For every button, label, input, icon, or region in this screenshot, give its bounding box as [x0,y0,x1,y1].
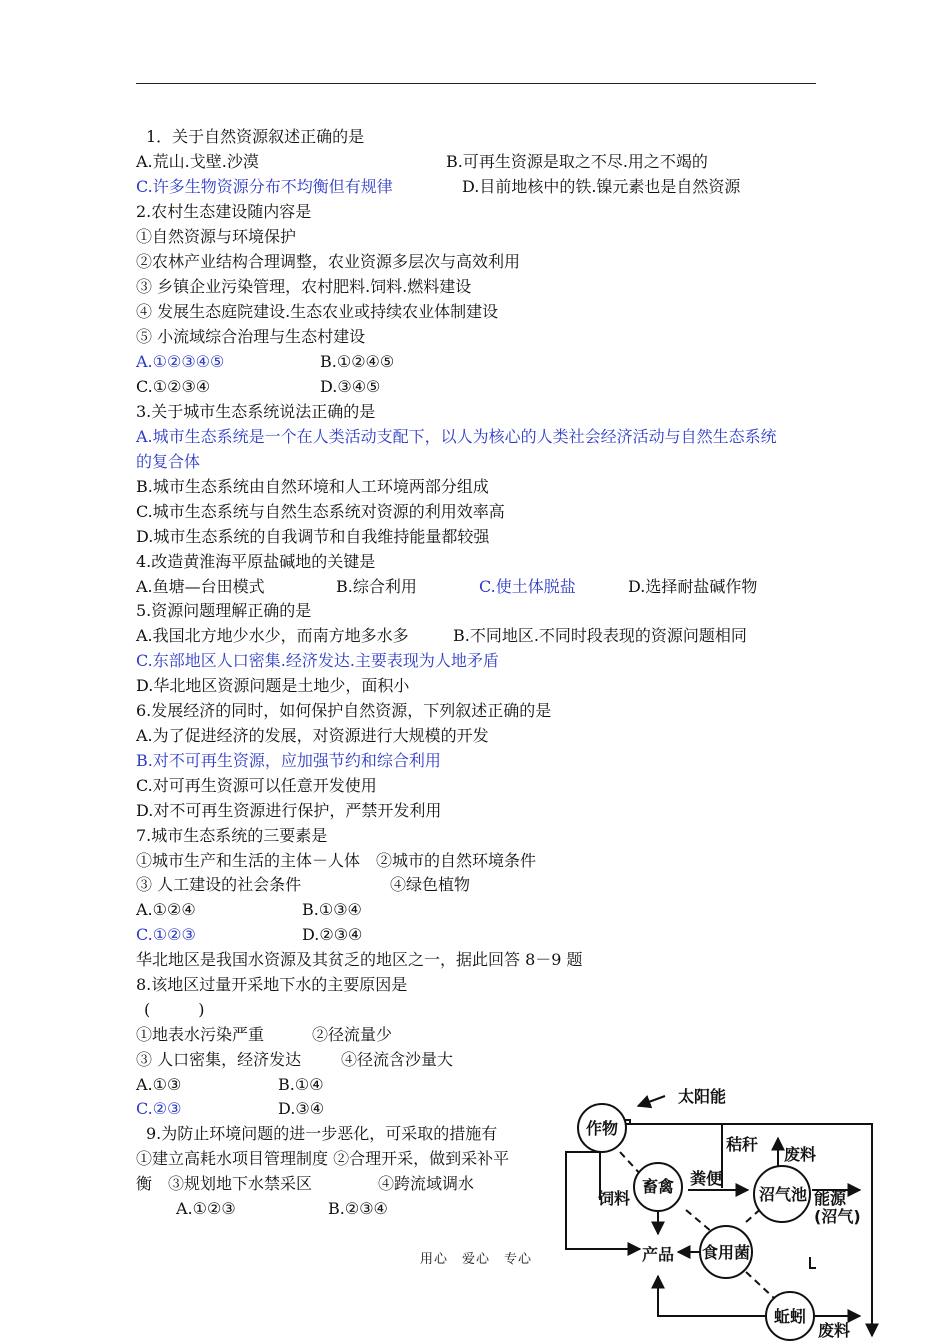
q2-option-b: B.①②④⑤ [320,352,395,371]
q6-option-b: B.对不可再生资源，应加强节约和综合利用 [136,751,441,770]
q2-item-5: ⑤ 小流域综合治理与生态村建设 [136,327,366,346]
q8-option-a: A.①③ [136,1075,182,1094]
q3-option-a: A.城市生态系统是一个在人类活动支配下，以人为核心的人类社会经济活动与自然生态系统 [136,427,777,446]
q3-option-d: D.城市生态系统的自我调节和自我维持能量都较强 [136,527,490,546]
q6-option-c: C.对可再生资源可以任意开发使用 [136,776,377,795]
q6-option-a: A.为了促进经济的发展，对资源进行大规模的开发 [136,726,489,745]
biogas-label: (沼气) [814,1207,861,1226]
q1-stem: 1．关于自然资源叙述正确的是 [146,127,365,146]
q7-item-3: ③ 人工建设的社会条件 [136,875,302,894]
q3-option-b: B.城市生态系统由自然环境和人工环境两部分组成 [136,477,489,496]
q6-stem: 6.发展经济的同时，如何保护自然资源，下列叙述正确的是 [136,701,552,720]
sun-arrow [638,1096,665,1106]
earthworm-to-product-arrow [658,1276,766,1316]
q3-stem: 3.关于城市生态系统说法正确的是 [136,402,376,421]
q2-stem: 2.农村生态建设随内容是 [136,202,312,221]
q7-option-d: D.②③④ [302,925,363,944]
q1-option-a: A.荒山.戈壁.沙漠 [136,152,259,171]
q5-option-b: B.不同地区.不同时段表现的资源问题相同 [453,626,747,645]
q7-item-1-2: ①城市生产和生活的主体－人体 ②城市的自然环境条件 [136,851,537,870]
livestock-label: 畜禽 [642,1177,675,1196]
eco-agriculture-flow-diagram [560,1080,950,1344]
q4-option-a: A.鱼塘—台田模式 [136,577,265,596]
q5-stem: 5.资源问题理解正确的是 [136,601,312,620]
q2-item-1: ①自然资源与环境保护 [136,227,297,246]
q8-item-3: ③ 人口密集，经济发达 [136,1050,302,1069]
q8-option-c: C.②③ [136,1099,182,1118]
waste-top-label: 废料 [784,1145,817,1164]
biogas-pit-label: 沼气池 [759,1185,808,1204]
q2-option-c: C.①②③④ [136,377,211,396]
earthworm-label: 蚯蚓 [774,1307,807,1326]
page-footer: 用心 爱心 专心 [420,1252,533,1267]
q8-9-intro: 华北地区是我国水资源及其贫乏的地区之一，据此回答 8－9 题 [136,950,583,969]
q7-option-c: C.①②③ [136,925,196,944]
q9-option-b: B.②③④ [328,1199,388,1218]
q3-option-c: C.城市生态系统与自然生态系统对资源的利用效率高 [136,502,505,521]
q1-option-b: B.可再生资源是取之不尽.用之不竭的 [446,152,708,171]
q4-option-b: B.综合利用 [336,577,417,596]
q9-stem: 9.为防止环境问题的进一步恶化，可采取的措施有 [146,1124,498,1143]
q9-items-line1: ①建立高耗水项目管理制度 ②合理开采，做到采补平 [136,1149,510,1168]
q9-option-a: A.①②③ [176,1199,236,1218]
straw-label: 秸秆 [726,1135,759,1154]
q2-item-3: ③ 乡镇企业污染管理，农村肥料.饲料.燃料建设 [136,277,472,296]
q1-option-d: D.目前地核中的铁.镍元素也是自然资源 [462,177,741,196]
product-label: 产品 [642,1245,675,1264]
q8-option-d: D.③④ [278,1099,325,1118]
q1-option-c: C.许多生物资源分布不均衡但有规律 [136,177,393,196]
q7-item-4: ④绿色植物 [390,875,471,894]
q5-option-a: A.我国北方地少水少，而南方地多水多 [136,626,409,645]
q6-option-d: D.对不可再生资源进行保护，严禁开发利用 [136,801,442,820]
q8-stem: 8.该地区过量开采地下水的主要原因是 [136,975,408,994]
q8-item-1: ①地表水污染严重 [136,1025,265,1044]
energy-label: 能源 [814,1189,847,1208]
q4-option-d: D.选择耐盐碱作物 [628,577,758,596]
q2-option-d: D.③④⑤ [320,377,381,396]
q7-stem: 7.城市生态系统的三要素是 [136,826,328,845]
manure-label: 粪便 [690,1169,723,1188]
q5-option-c: C.东部地区人口密集.经济发达.主要表现为人地矛盾 [136,651,499,670]
q5-option-d: D.华北地区资源问题是土地少，面积小 [136,676,410,695]
q3-option-a-cont: 的复合体 [136,452,201,471]
q2-option-a: A.①②③④⑤ [136,352,225,371]
fungi-label: 食用菌 [702,1243,751,1262]
q8-answer-blank: ( ) [144,1000,205,1019]
q9-items-line2: 衡 ③规划地下水禁采区 [136,1174,313,1193]
crop-label: 作物 [586,1119,619,1138]
q8-item-2: ②径流量少 [312,1025,393,1044]
q7-option-b: B.①③④ [302,900,362,919]
q4-option-c: C.使土体脱盐 [479,577,576,596]
sun-label: 太阳能 [678,1087,727,1106]
q8-option-b: B.①④ [278,1075,324,1094]
q4-stem: 4.改造黄淮海平原盐碱地的关键是 [136,552,376,571]
q8-item-4: ④径流含沙量大 [341,1050,454,1069]
q2-item-2: ②农林产业结构合理调整，农业资源多层次与高效利用 [136,252,521,271]
q7-option-a: A.①②④ [136,900,196,919]
header-rule [136,83,816,84]
fungi-earthworm-dashed [746,1272,774,1298]
q2-item-4: ④ 发展生态庭院建设.生态农业或持续农业体制建设 [136,302,499,321]
q9-item-4: ④跨流域调水 [378,1174,475,1193]
feed-label: 饲料 [598,1189,631,1208]
waste-bottom-label: 废料 [818,1321,851,1340]
livestock-fungi-dashed [686,1210,712,1232]
